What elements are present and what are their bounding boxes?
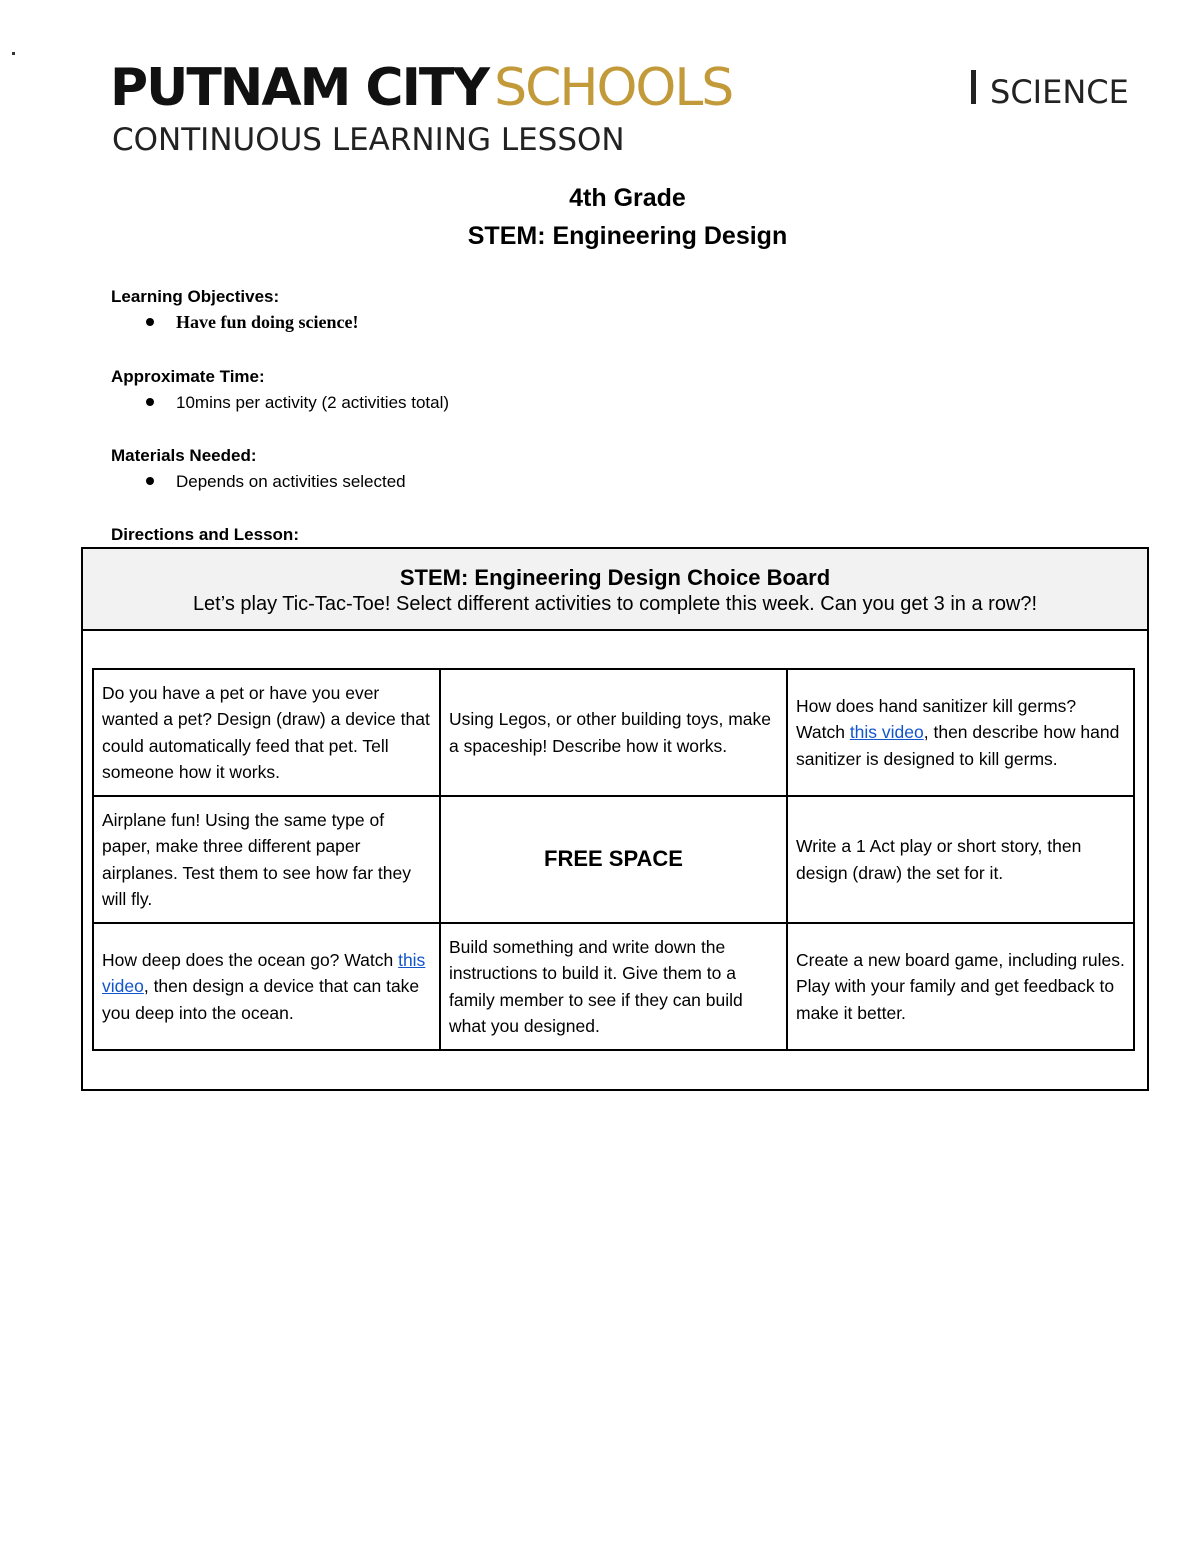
materials-label: Materials Needed: bbox=[111, 446, 257, 465]
cell-text: , then design a device that can take you deep into the ocean. bbox=[102, 976, 420, 1023]
grid-row bbox=[93, 923, 1134, 1050]
activity-cell-ocean-device bbox=[93, 923, 440, 1050]
lesson-title: STEM: Engineering Design bbox=[467, 222, 788, 250]
bullet-icon bbox=[146, 398, 154, 406]
bullet-icon bbox=[146, 477, 154, 485]
time-bullet bbox=[146, 393, 449, 413]
grid-row bbox=[93, 669, 1134, 796]
choice-board-subtitle: Let’s play Tic-Tac-Toe! Select different activities to complete this week. Can you get 3 in a row?! bbox=[192, 593, 1038, 615]
logo-bold-text: PUTNAM CITY bbox=[110, 58, 489, 118]
video-link-hand-sanitizer[interactable]: this video bbox=[849, 722, 924, 743]
time-item: 10mins per activity (2 activities total) bbox=[176, 393, 450, 412]
choice-board-header bbox=[83, 549, 1147, 631]
time-label: Approximate Time: bbox=[111, 367, 265, 386]
logo-light-text: SCHOOLS bbox=[494, 58, 733, 118]
activity-cell-one-act-play: Write a 1 Act play or short story, then design (draw) the set for it. bbox=[787, 796, 1134, 923]
objectives-bullet bbox=[146, 312, 359, 333]
subject-label: SCIENCE bbox=[990, 73, 1129, 111]
activity-cell-paper-airplanes: Airplane fun! Using the same type of paper, make three different paper airplanes. Test them to see how far they will fly. bbox=[93, 796, 440, 923]
activity-cell-board-game: Create a new board game, including rules. Play with your family and get feedback to make it better. bbox=[787, 923, 1134, 1050]
materials-bullet bbox=[146, 472, 406, 492]
objectives-item: Have fun doing science! bbox=[176, 312, 359, 332]
activity-cell-hand-sanitizer bbox=[787, 669, 1134, 796]
activity-cell-spaceship: Using Legos, or other building toys, make a spaceship! Describe how it works. bbox=[440, 669, 787, 796]
free-space-cell: FREE SPACE bbox=[440, 796, 787, 923]
activity-cell-build-instructions: Build something and write down the instructions to build it. Give them to a family member to see if they can build what you designed. bbox=[440, 923, 787, 1050]
choice-board-title: STEM: Engineering Design Choice Board bbox=[399, 565, 831, 590]
school-logo bbox=[110, 58, 732, 118]
cell-text: , then describe how hand sanitizer is designed to kill germs. bbox=[796, 722, 1120, 769]
cell-text: How deep does the ocean go? Watch bbox=[102, 949, 399, 970]
materials-item: Depends on activities selected bbox=[176, 472, 406, 491]
tic-tac-toe-grid bbox=[92, 668, 1135, 1051]
subject-divider bbox=[971, 70, 976, 104]
video-link-ocean[interactable]: this video bbox=[102, 949, 426, 997]
activity-cell-pet-feeder: Do you have a pet or have you ever wanted a pet? Design (draw) a device that could automatically feed that pet. Tell someone how it works. bbox=[93, 669, 440, 796]
choice-board bbox=[81, 547, 1149, 1091]
objectives-label: Learning Objectives: bbox=[111, 287, 280, 306]
directions-label: Directions and Lesson: bbox=[111, 525, 299, 544]
stray-mark bbox=[12, 52, 15, 55]
grid-row bbox=[93, 796, 1134, 923]
logo-subtitle: CONTINUOUS LEARNING LESSON bbox=[112, 122, 625, 158]
bullet-icon bbox=[146, 318, 154, 326]
cell-text: How does hand sanitizer kill germs? Watch bbox=[796, 695, 1077, 743]
grade-heading: 4th Grade bbox=[569, 184, 686, 212]
